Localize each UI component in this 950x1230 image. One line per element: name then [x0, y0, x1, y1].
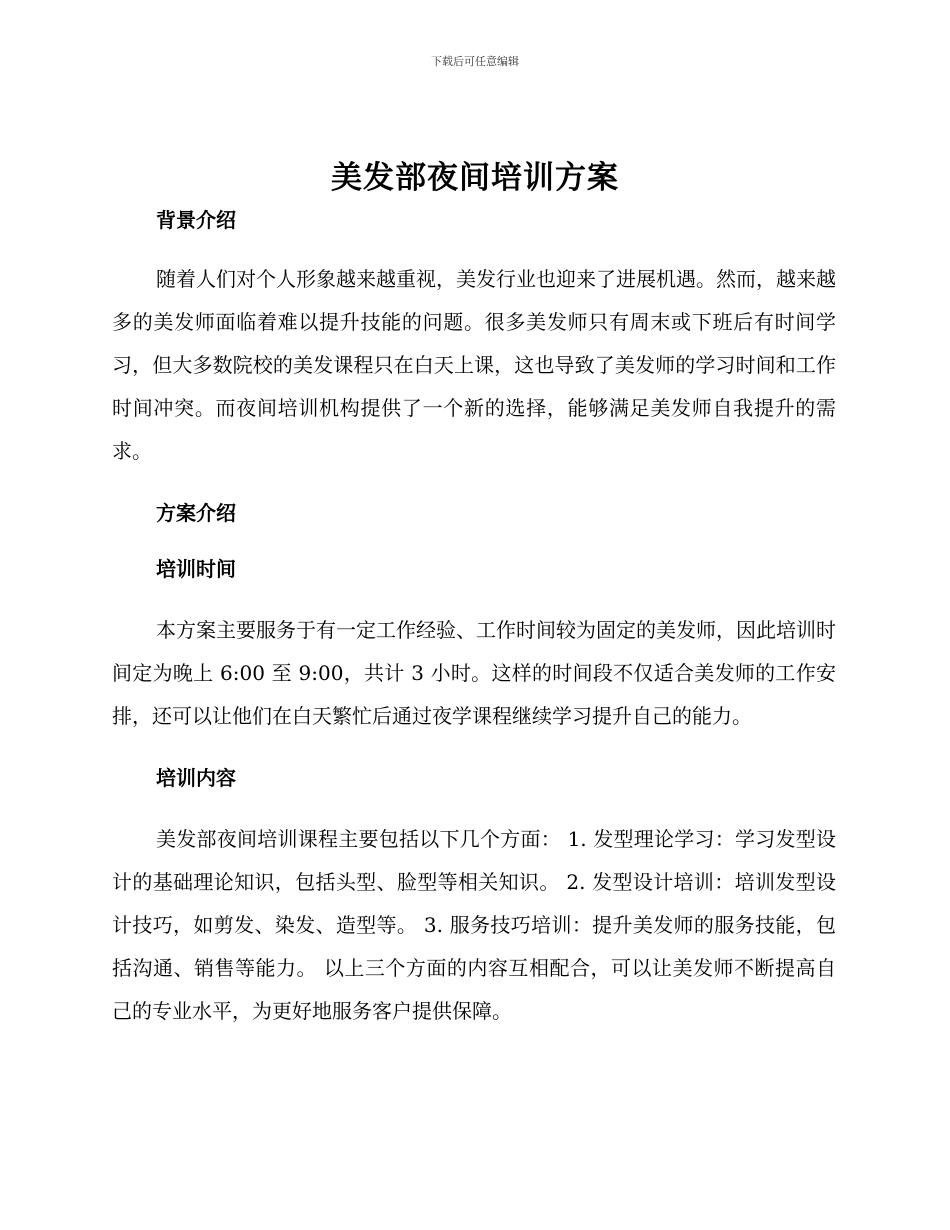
- section-heading-training-time: 培训时间: [156, 557, 236, 581]
- page-header-note: 下载后可任意编辑: [431, 55, 519, 68]
- paragraph-training-time: 本方案主要服务于有一定工作经验、工作时间较为固定的美发师，因此培训时间定为晚上 6:00 至 9:00，共计 3 小时。这样的时间段不仅适合美发师的工作安排，还可以让他们在白天繁忙后通过夜学课程继续学习提升自己的能力。: [112, 618, 836, 728]
- section-heading-training-content: 培训内容: [156, 766, 236, 790]
- paragraph-background: 随着人们对个人形象越来越重视，美发行业也迎来了进展机遇。然而，越来越多的美发师面临着难以提升技能的问题。很多美发师只有周末或下班后有时间学习，但大多数院校的美发课程只在白天上课，这也导致了美发师的学习时间和工作时间冲突。而夜间培训机构提供了一个新的选择，能够满足美发师自我提升的需求。: [112, 267, 836, 463]
- document-title: 美发部夜间培训方案: [331, 160, 619, 196]
- section-heading-background: 背景介绍: [156, 208, 236, 232]
- section-heading-plan: 方案介绍: [156, 501, 236, 525]
- paragraph-training-content: 美发部夜间培训课程主要包括以下几个方面： 1. 发型理论学习：学习发型设计的基础理论知识，包括头型、脸型等相关知识。 2. 发型设计培训：培训发型设计技巧，如剪发、染发、造型等。 3. 服务技巧培训：提升美发师的服务技能，包括沟通、销售等能力。 以上三个方面的内容互相配合，可以让美发师不断提高自己的专业水平，为更好地服务客户提供保障。: [112, 827, 836, 1023]
- document-body: [112, 200, 836, 1033]
